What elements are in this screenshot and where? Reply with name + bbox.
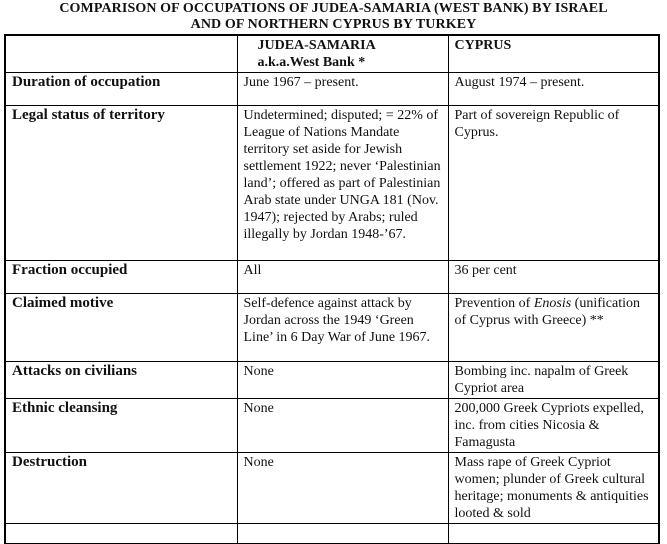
header-judea-samaria bbox=[237, 35, 448, 73]
header-cell-empty bbox=[5, 35, 237, 73]
title-line-2: AND OF NORTHERN CYPRUS BY TURKEY bbox=[190, 17, 477, 32]
judea-cell: None bbox=[237, 362, 448, 399]
judea-cell-cut-off bbox=[237, 524, 448, 544]
cyprus-cell: Part of sovereign Republic of Cyprus. bbox=[448, 106, 659, 261]
judea-cell: All bbox=[237, 261, 448, 294]
table-row-cut-off bbox=[5, 524, 659, 544]
cyprus-cell bbox=[448, 294, 659, 362]
motive-prefix: Prevention of bbox=[454, 296, 534, 311]
judea-cell: None bbox=[237, 453, 448, 524]
header-cyprus: CYPRUS bbox=[448, 35, 659, 73]
row-label: Fraction occupied bbox=[5, 261, 237, 294]
judea-cell: Undetermined; disputed; = 22% of League of Nations Mandate territory set aside for Jewish settlement 1922; never ‘Palestinian land’; offered as part of Palestinian Arab state under UNGA 181 (Nov. 1947); rejected by Arabs; ruled illegally by Jordan 1948-’67. bbox=[237, 106, 448, 261]
table-row bbox=[5, 453, 659, 524]
table-row bbox=[5, 294, 659, 362]
header-judea-line1: JUDEA-SAMARIA bbox=[257, 38, 376, 53]
row-label: Legal status of territory bbox=[5, 106, 237, 261]
cyprus-cell: Mass rape of Greek Cypriot women; plunder of Greek cultural heritage; monuments & antiquities looted & sold bbox=[448, 453, 659, 524]
row-label: Claimed motive bbox=[5, 294, 237, 362]
row-label: Destruction bbox=[5, 453, 237, 524]
enosis-term: Enosis bbox=[533, 296, 572, 311]
table-row bbox=[5, 362, 659, 399]
cyprus-cell: Bombing inc. napalm of Greek Cypriot area bbox=[448, 362, 659, 399]
header-judea-line2: a.k.a.West Bank * bbox=[257, 55, 366, 70]
row-label: Duration of occupation bbox=[5, 73, 237, 106]
row-label-cut-off bbox=[5, 524, 237, 544]
comparison-table bbox=[4, 34, 660, 544]
cyprus-cell: 36 per cent bbox=[448, 261, 659, 294]
judea-cell: None bbox=[237, 399, 448, 453]
cyprus-cell: 200,000 Greek Cypriots expelled, inc. from cities Nicosia & Famagusta bbox=[448, 399, 659, 453]
cyprus-cell-cut-off bbox=[448, 524, 659, 544]
table-row bbox=[5, 73, 659, 106]
document-title bbox=[0, 1, 667, 33]
table-row bbox=[5, 399, 659, 453]
table-row bbox=[5, 106, 659, 261]
title-line-1: COMPARISON OF OCCUPATIONS OF JUDEA-SAMARIA (WEST BANK) BY ISRAEL bbox=[59, 1, 608, 16]
judea-cell: Self-defence against attack by Jordan across the 1949 ‘Green Line’ in 6 Day War of June 1967. bbox=[237, 294, 448, 362]
table-header-row bbox=[5, 35, 659, 73]
judea-cell: June 1967 – present. bbox=[237, 73, 448, 106]
table-row bbox=[5, 261, 659, 294]
row-label: Attacks on civilians bbox=[5, 362, 237, 399]
row-label: Ethnic cleansing bbox=[5, 399, 237, 453]
cyprus-cell: August 1974 – present. bbox=[448, 73, 659, 106]
motive-suffix: (unification of Cyprus with Greece) ** bbox=[454, 296, 640, 328]
